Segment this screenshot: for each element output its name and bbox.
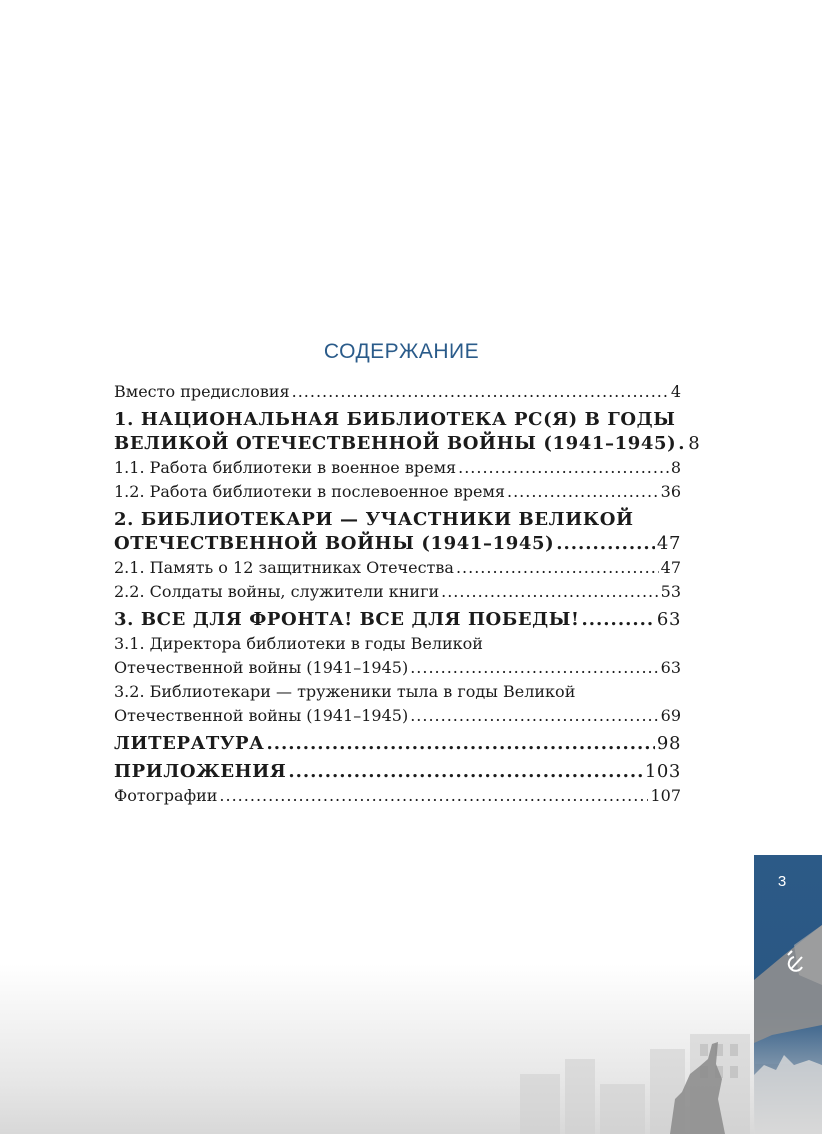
leader-dots bbox=[678, 432, 686, 456]
leader-dots bbox=[458, 456, 669, 480]
toc-entry-page: 8 bbox=[670, 458, 681, 477]
toc-entry-page: 47 bbox=[656, 533, 681, 554]
toc-entry-title: Вместо предисловия bbox=[114, 382, 290, 401]
toc-entry-title: ВЕЛИКОЙ ОТЕЧЕСТВЕННОЙ ВОЙНЫ (1941–1945) bbox=[114, 433, 677, 454]
toc-entry-title: 1.2. Работа библиотеки в послевоенное время bbox=[114, 482, 505, 501]
toc-entry-page: 53 bbox=[660, 582, 681, 601]
leader-dots bbox=[556, 532, 655, 556]
toc-entry-title-line1: 2. БИБЛИОТЕКАРИ — УЧАСТНИКИ ВЕЛИКОЙ bbox=[114, 509, 634, 530]
toc-entry-title-line1: 3.1. Директора библиотеки в годы Великой bbox=[114, 634, 483, 653]
toc-entry-title: ОТЕЧЕСТВЕННОЙ ВОЙНЫ (1941–1945) bbox=[114, 533, 555, 554]
toc-entry[interactable] bbox=[114, 784, 681, 808]
table-of-contents bbox=[114, 340, 701, 808]
leader-dots bbox=[456, 556, 659, 580]
leader-dots bbox=[292, 380, 669, 404]
leader-dots bbox=[507, 480, 659, 504]
toc-entry[interactable] bbox=[114, 556, 681, 580]
toc-entry[interactable] bbox=[114, 456, 681, 480]
toc-entry-title: Отечественной войны (1941–1945) bbox=[114, 658, 409, 677]
victory-banner-icon bbox=[754, 915, 822, 1134]
toc-entry[interactable] bbox=[114, 508, 681, 556]
page-number-tab bbox=[754, 855, 822, 1134]
toc-entry-page: 4 bbox=[670, 382, 681, 401]
leader-dots bbox=[410, 656, 658, 680]
toc-entry-page: 36 bbox=[660, 482, 681, 501]
toc-entry[interactable] bbox=[114, 680, 681, 728]
toc-entry-title: ЛИТЕРАТУРА bbox=[114, 733, 265, 754]
toc-entry[interactable] bbox=[114, 732, 681, 756]
toc-entry[interactable] bbox=[114, 760, 681, 784]
toc-entry[interactable] bbox=[114, 608, 681, 632]
toc-title: СОДЕРЖАНИЕ bbox=[323, 340, 480, 363]
toc-entry-title: 1.1. Работа библиотеки в военное время bbox=[114, 458, 457, 477]
toc-entry-page: 63 bbox=[660, 658, 681, 677]
toc-entry-title: ПРИЛОЖЕНИЯ bbox=[114, 761, 287, 782]
page-number: 3 bbox=[777, 873, 787, 890]
toc-entry-title: 3. ВСЕ ДЛЯ ФРОНТА! ВСЕ ДЛЯ ПОБЕДЫ! bbox=[114, 609, 580, 630]
toc-entry-page: 103 bbox=[644, 761, 681, 782]
leader-dots bbox=[266, 732, 654, 756]
city-ruins-background-image bbox=[0, 1004, 822, 1134]
toc-entry[interactable] bbox=[114, 480, 681, 504]
leader-dots bbox=[219, 784, 648, 808]
toc-entry-title-line1: 3.2. Библиотекари — труженики тыла в годы Великой bbox=[114, 682, 576, 701]
leader-dots bbox=[441, 580, 659, 604]
toc-entry[interactable] bbox=[114, 632, 681, 680]
leader-dots bbox=[581, 608, 654, 632]
toc-entry[interactable] bbox=[114, 380, 681, 404]
toc-entry-title-line1: 1. НАЦИОНАЛЬНАЯ БИБЛИОТЕКА РС(Я) В ГОДЫ bbox=[114, 409, 676, 430]
toc-entry[interactable] bbox=[114, 580, 681, 604]
toc-entry-page: 69 bbox=[660, 706, 681, 725]
toc-entry-page: 98 bbox=[656, 733, 681, 754]
toc-entry-page: 107 bbox=[650, 786, 681, 805]
toc-entry-page: 63 bbox=[656, 609, 681, 630]
toc-entry-title: 2.1. Память о 12 защитниках Отечества bbox=[114, 558, 454, 577]
toc-entry-title: 2.2. Солдаты войны, служители книги bbox=[114, 582, 440, 601]
toc-entry[interactable] bbox=[114, 408, 701, 456]
toc-entry-title: Фотографии bbox=[114, 786, 218, 805]
toc-entry-title: Отечественной войны (1941–1945) bbox=[114, 706, 409, 725]
leader-dots bbox=[288, 760, 642, 784]
toc-entry-page: 47 bbox=[660, 558, 681, 577]
toc-entry-page: 8 bbox=[688, 433, 701, 454]
leader-dots bbox=[410, 704, 658, 728]
